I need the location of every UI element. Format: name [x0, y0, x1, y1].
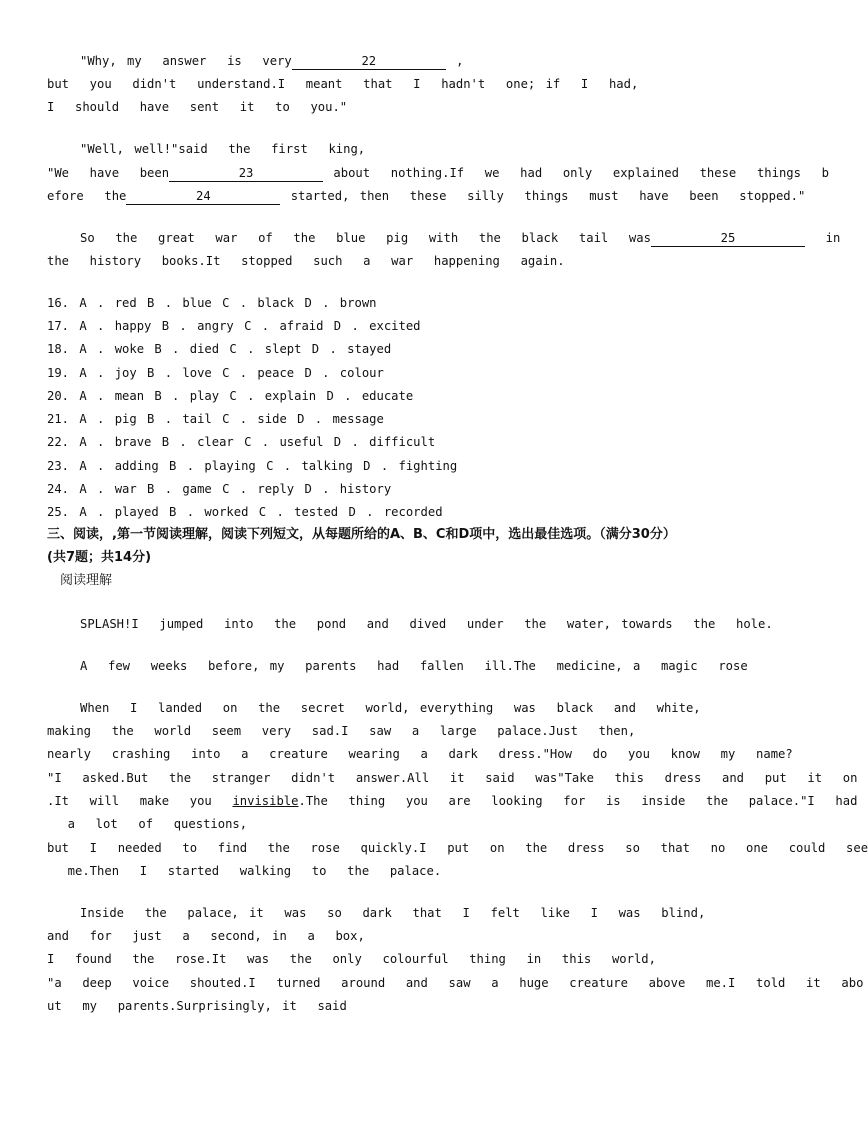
section-heading-count: (共7题；共14分)	[47, 550, 152, 565]
blank-22: 22	[292, 53, 446, 70]
option-24: 24. A . war B . game C . reply D . history	[47, 482, 392, 496]
passage-line: "I asked.But the stranger didn't answer.All it said was"Take this dress and put it on	[47, 771, 858, 785]
passage-line: Inside the palace, it was so dark that I felt like I was blind,	[80, 906, 706, 920]
story-text: ,	[445, 54, 464, 68]
blank-25: 25	[651, 230, 805, 247]
story-line	[80, 53, 780, 70]
passage-line: A few weeks before, my parents had fallen ill.The medicine, a magic rose	[80, 659, 748, 673]
story-text: efore the	[47, 189, 127, 203]
story-text: "Why, my answer is very	[80, 54, 292, 68]
story-text: about nothing.If we had only explained these things b	[323, 166, 829, 180]
story-text: in	[804, 231, 841, 245]
option-19: 19. A . joy B . love C . peace D . colour	[47, 366, 384, 380]
story-line	[47, 165, 829, 182]
story-line	[80, 230, 841, 247]
underlined-word: invisible	[232, 794, 299, 808]
passage-line: nearly crashing into a creature wearing a dark dress."How do you know my name?	[47, 747, 793, 761]
story-line: I should have sent it to you."	[47, 100, 348, 114]
story-text: So the great war of the blue pig with the black tail was	[80, 231, 651, 245]
option-21: 21. A . pig B . tail C . side D . message	[47, 412, 384, 426]
option-20: 20. A . mean B . play C . explain D . educate	[47, 389, 414, 403]
option-23: 23. A . adding B . playing C . talking D . fighting	[47, 459, 458, 473]
passage-line: and for just a second, in a box,	[47, 929, 365, 943]
section-label: 阅读理解	[60, 573, 113, 588]
story-line: the history books.It stopped such a war happening again.	[47, 254, 565, 268]
passage-line: ut my parents.Surprisingly, it said	[47, 999, 347, 1013]
blank-23: 23	[169, 165, 323, 182]
passage-line: "a deep voice shouted.I turned around and saw a huge creature above me.I told it abo	[47, 976, 864, 990]
passage-line	[47, 793, 858, 809]
option-18: 18. A . woke B . died C . slept D . stayed	[47, 342, 392, 356]
blank-24: 24	[126, 188, 280, 205]
passage-line: I found the rose.It was the only colourful thing in this world,	[47, 952, 656, 966]
passage-text: .The thing you are looking for is inside the palace."I had	[298, 794, 858, 808]
passage-text: .It will make you	[47, 794, 233, 808]
story-line	[47, 188, 806, 205]
option-17: 17. A . happy B . angry C . afraid D . excited	[47, 319, 421, 333]
passage-line: When I landed on the secret world, everything was black and white,	[80, 701, 701, 715]
story-line: "Well, well!"said the first king,	[80, 142, 366, 156]
passage-line: but I needed to find the rose quickly.I put on the dress so that no one could see	[47, 841, 868, 855]
story-text: started, then these silly things must have been stopped."	[280, 189, 806, 203]
passage-line: making the world seem very sad.I saw a large palace.Just then,	[47, 724, 636, 738]
passage-line: me.Then I started walking to the palace.	[47, 864, 442, 878]
section-heading: 三、阅读，,第一节阅读理解，阅读下列短文，从每题所给的A、B、C和D项中，选出最佳选项。（满分30分）	[47, 527, 676, 542]
option-25: 25. A . played B . worked C . tested D . recorded	[47, 505, 443, 519]
story-line: but you didn't understand.I meant that I hadn't one; if I had,	[47, 77, 639, 91]
option-16: 16. A . red B . blue C . black D . brown	[47, 296, 377, 310]
option-22: 22. A . brave B . clear C . useful D . difficult	[47, 435, 436, 449]
passage-line: a lot of questions,	[47, 817, 248, 831]
passage-line: SPLASH!I jumped into the pond and dived under the water, towards the hole.	[80, 617, 773, 631]
story-text: "We have been	[47, 166, 170, 180]
